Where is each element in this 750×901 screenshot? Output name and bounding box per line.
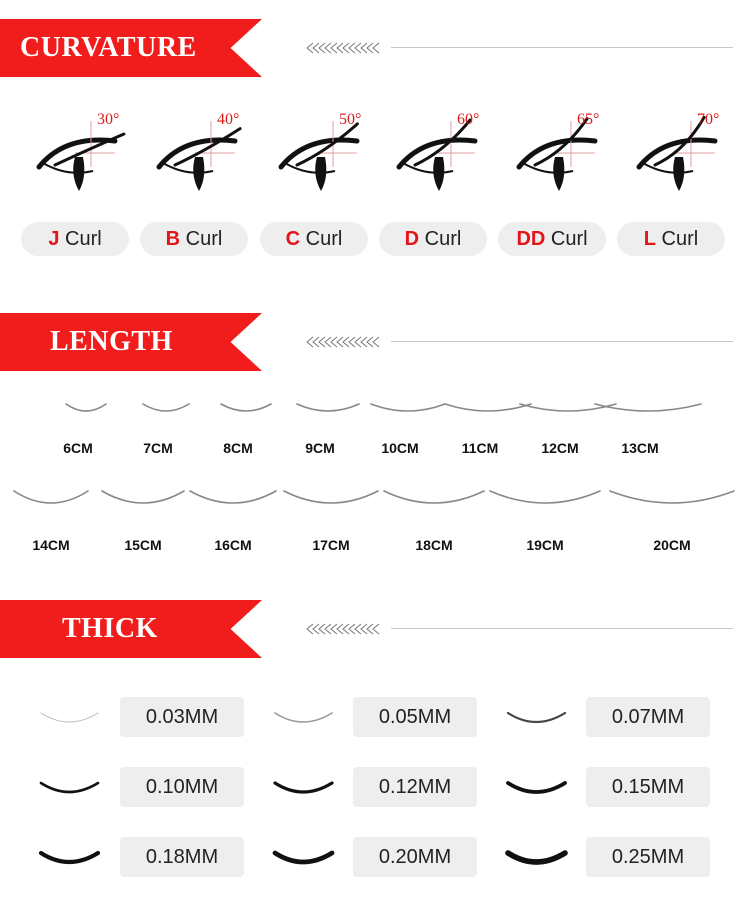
length-label: 10CM bbox=[381, 440, 419, 456]
curl-letter: C bbox=[285, 228, 301, 250]
chevrons-left-icon bbox=[305, 335, 385, 349]
lash-thickness-sample bbox=[272, 777, 336, 801]
curl-letter: J bbox=[48, 228, 60, 250]
thickness-label: 0.10MM bbox=[120, 767, 244, 807]
curl-degree-label: 70° bbox=[697, 111, 720, 128]
curl-word: Curl bbox=[65, 228, 102, 250]
lash-length-sample bbox=[380, 487, 488, 507]
length-label: 20CM bbox=[653, 537, 691, 553]
section-title: LENGTH bbox=[50, 326, 173, 357]
eye-illustration bbox=[35, 105, 145, 205]
thickness-label: 0.25MM bbox=[586, 837, 710, 877]
lash-length-sample bbox=[367, 400, 449, 415]
length-label: 8CM bbox=[223, 440, 253, 456]
curl-letter: DD bbox=[516, 228, 546, 250]
eye-illustration bbox=[155, 105, 265, 205]
curl-pill-l bbox=[617, 222, 725, 256]
lash-length-sample bbox=[606, 487, 738, 507]
length-label: 14CM bbox=[32, 537, 70, 553]
thickness-label: 0.20MM bbox=[353, 837, 477, 877]
lash-length-sample bbox=[280, 487, 382, 507]
eye-illustration bbox=[395, 105, 505, 205]
lash-length-sample bbox=[98, 487, 188, 507]
lash-curl-line bbox=[297, 124, 357, 165]
section-header-curvature bbox=[0, 19, 750, 79]
lash-thickness-sample bbox=[505, 707, 569, 731]
curl-pill-b bbox=[140, 222, 248, 256]
curl-word: Curl bbox=[305, 228, 343, 250]
length-label: 18CM bbox=[415, 537, 453, 553]
eye-curl-diagram bbox=[635, 105, 745, 205]
lash-length-sample bbox=[139, 400, 193, 415]
lash-thickness-sample bbox=[38, 707, 102, 731]
curl-word: Curl bbox=[661, 228, 699, 250]
lash-thickness-sample bbox=[38, 847, 102, 871]
curl-letter: B bbox=[165, 228, 181, 250]
length-label: 7CM bbox=[143, 440, 173, 456]
lash-length-sample bbox=[217, 400, 275, 415]
eye-curl-diagram bbox=[35, 105, 145, 205]
length-label: 6CM bbox=[63, 440, 93, 456]
curl-letter: D bbox=[404, 228, 420, 250]
length-label: 19CM bbox=[526, 537, 564, 553]
eye-curl-diagram bbox=[277, 105, 387, 205]
eye-curl-diagram bbox=[515, 105, 625, 205]
eye-curl-diagram bbox=[155, 105, 265, 205]
lash-length-sample bbox=[293, 400, 363, 415]
divider-line bbox=[391, 47, 733, 48]
lash-length-sample bbox=[62, 400, 110, 415]
lash-thickness-sample bbox=[272, 847, 336, 871]
thickness-label: 0.05MM bbox=[353, 697, 477, 737]
curl-pill-dd bbox=[498, 222, 606, 256]
lash-thickness-sample bbox=[505, 777, 569, 801]
thickness-label: 0.12MM bbox=[353, 767, 477, 807]
section-title: CURVATURE bbox=[20, 32, 197, 63]
eye-curl-diagram bbox=[395, 105, 505, 205]
lash-length-sample bbox=[486, 487, 604, 507]
curl-pill-c bbox=[260, 222, 368, 256]
section-title: THICK bbox=[62, 613, 158, 644]
curl-degree-label: 65° bbox=[577, 111, 600, 128]
eye-illustration bbox=[277, 105, 387, 205]
length-label: 12CM bbox=[541, 440, 579, 456]
lash-thickness-sample bbox=[38, 777, 102, 801]
chevrons-left-icon bbox=[305, 622, 385, 636]
lash-length-sample bbox=[591, 400, 705, 415]
curl-pill-j bbox=[21, 222, 129, 256]
curl-degree-label: 30° bbox=[97, 111, 120, 128]
thickness-label: 0.18MM bbox=[120, 837, 244, 877]
length-label: 15CM bbox=[124, 537, 162, 553]
length-label: 11CM bbox=[461, 440, 499, 456]
eye-illustration bbox=[515, 105, 625, 205]
section-header-length bbox=[0, 313, 750, 373]
curl-degree-label: 40° bbox=[217, 111, 240, 128]
lash-length-sample bbox=[186, 487, 280, 507]
lash-length-sample bbox=[10, 487, 92, 507]
length-label: 13CM bbox=[621, 440, 659, 456]
thickness-label: 0.15MM bbox=[586, 767, 710, 807]
divider-line bbox=[391, 628, 733, 629]
lash-thickness-sample bbox=[505, 847, 569, 871]
length-label: 16CM bbox=[214, 537, 252, 553]
lash-thickness-sample bbox=[272, 707, 336, 731]
curl-word: Curl bbox=[424, 228, 462, 250]
chevrons-left-icon bbox=[305, 41, 385, 55]
curl-degree-label: 50° bbox=[339, 111, 362, 128]
eye-illustration bbox=[635, 105, 745, 205]
length-label: 17CM bbox=[312, 537, 350, 553]
curl-word: Curl bbox=[550, 228, 588, 250]
section-header-thick bbox=[0, 600, 750, 660]
curl-degree-label: 60° bbox=[457, 111, 480, 128]
thickness-label: 0.07MM bbox=[586, 697, 710, 737]
thickness-label: 0.03MM bbox=[120, 697, 244, 737]
curl-letter: L bbox=[643, 228, 656, 250]
curl-pill-d bbox=[379, 222, 487, 256]
divider-line bbox=[391, 341, 733, 342]
length-label: 9CM bbox=[305, 440, 335, 456]
curl-word: Curl bbox=[185, 228, 223, 250]
